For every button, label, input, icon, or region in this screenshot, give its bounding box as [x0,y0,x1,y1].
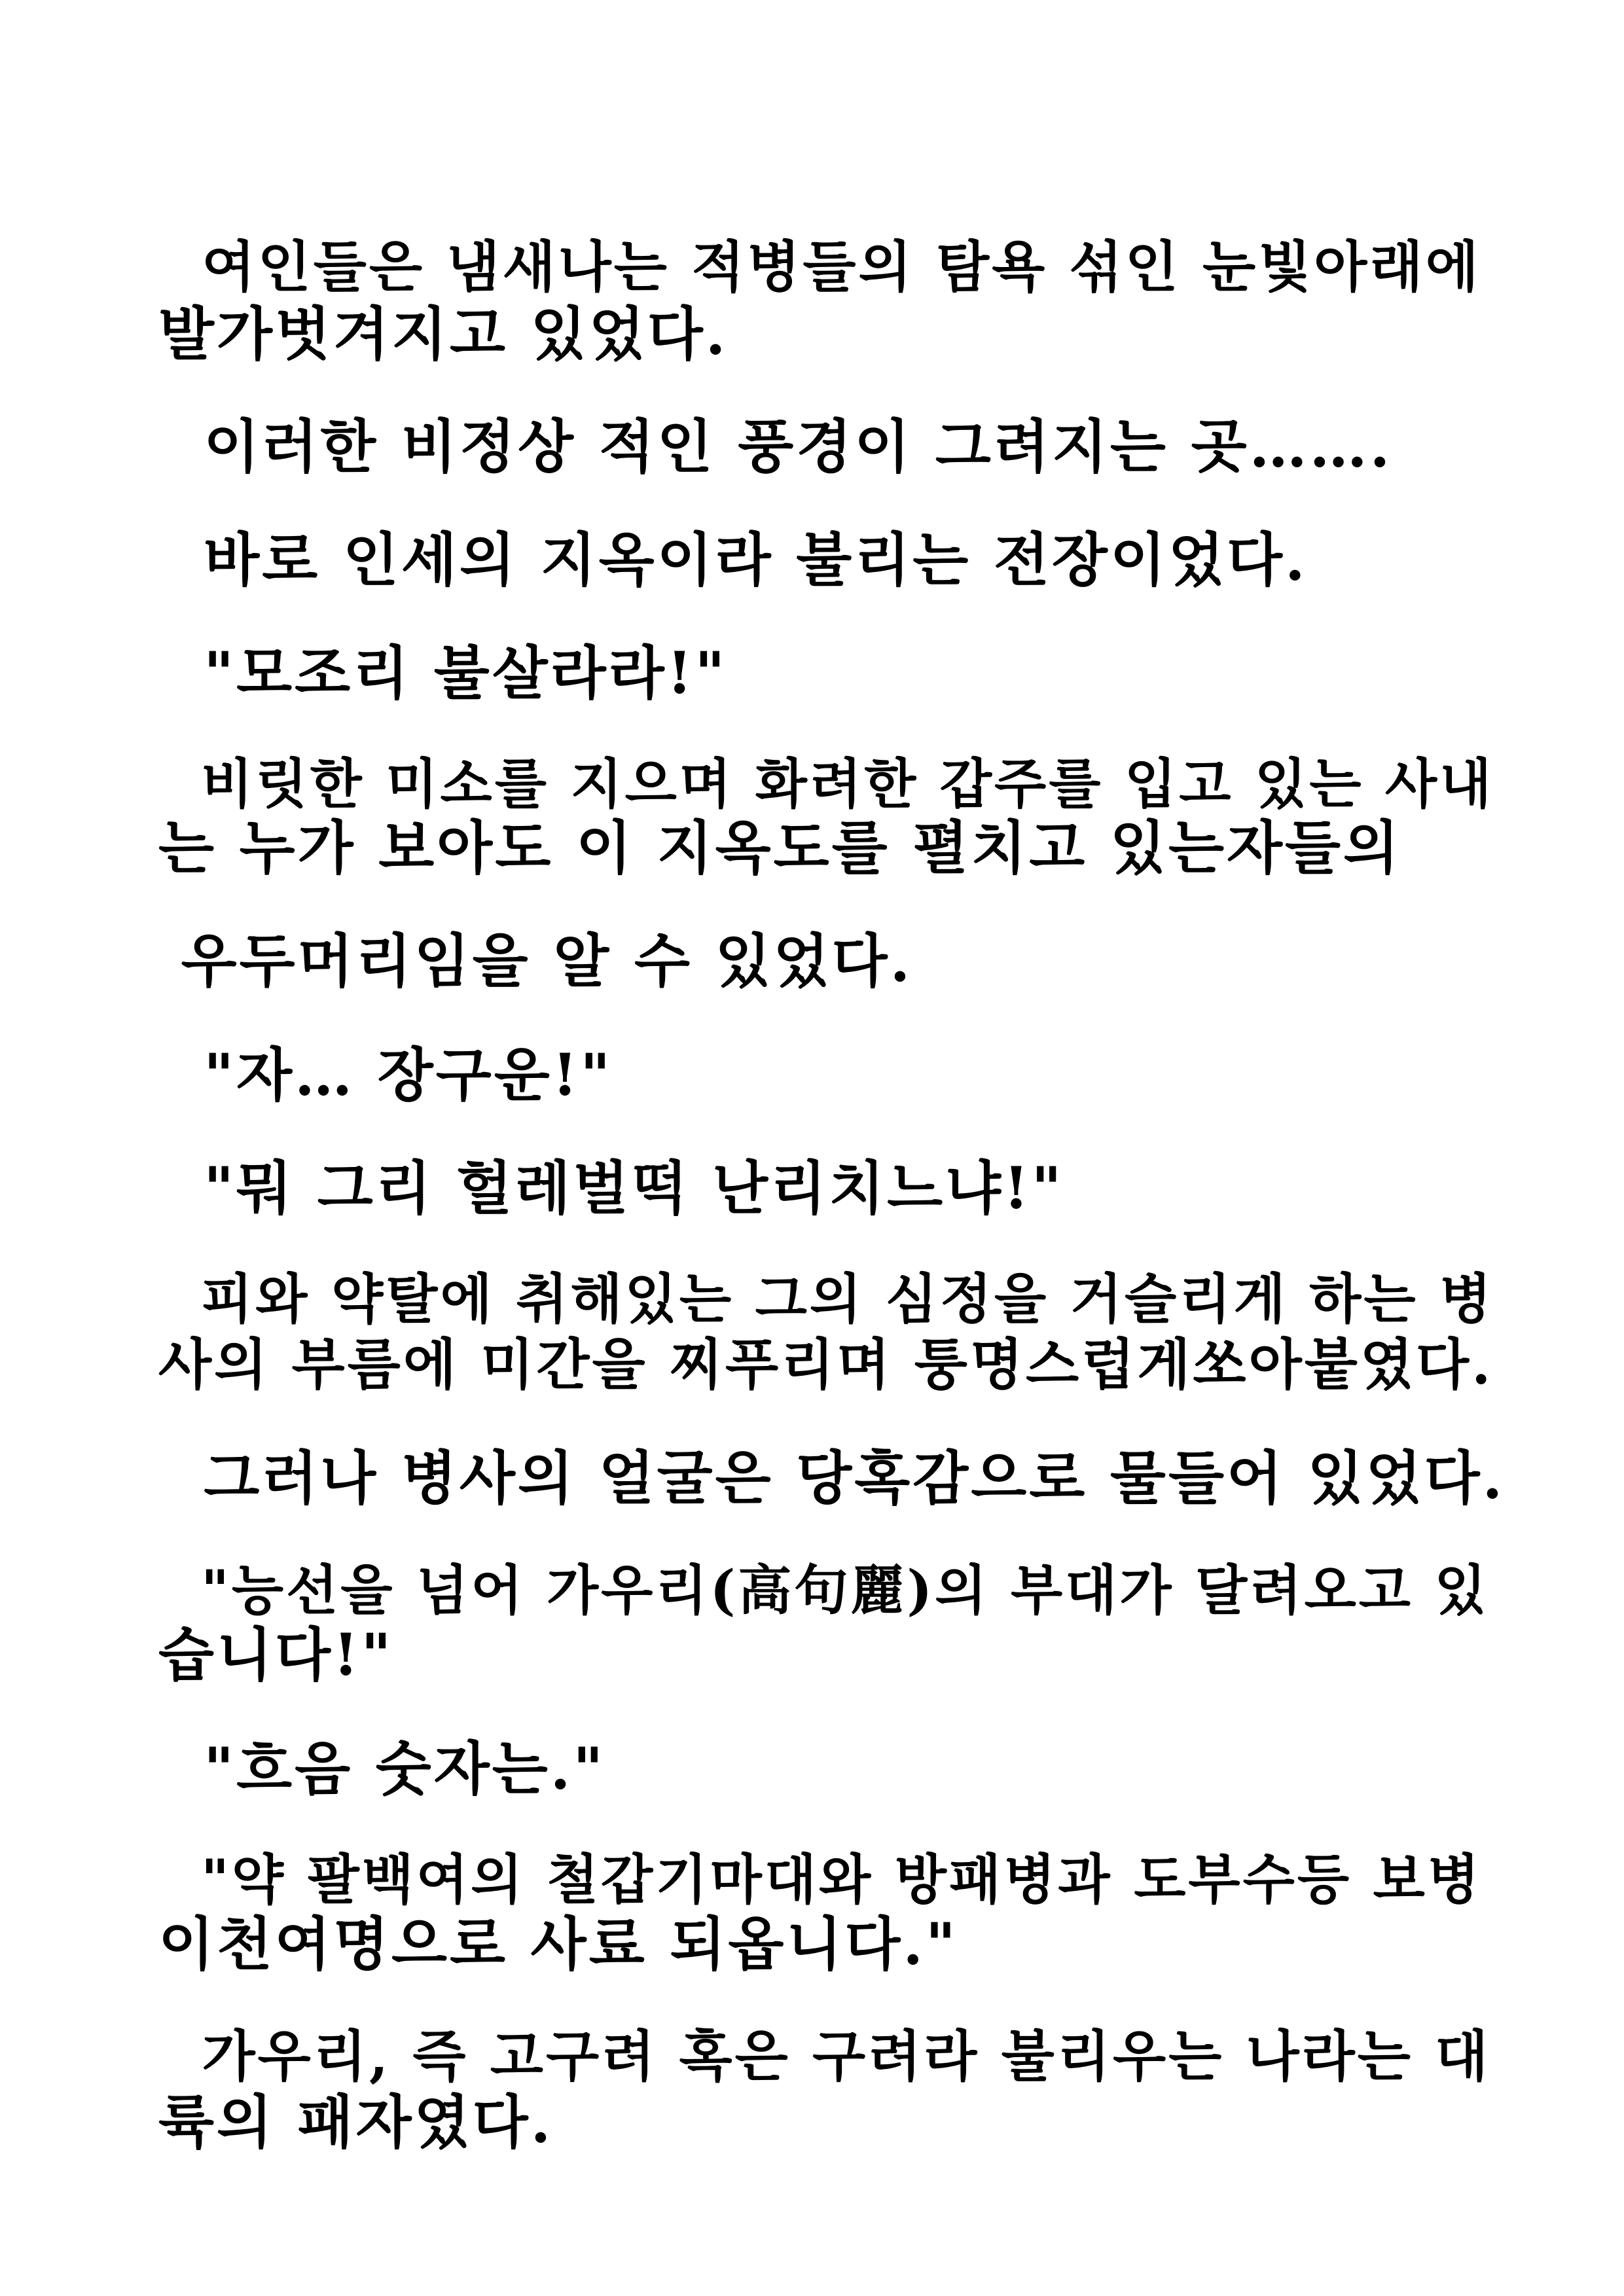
text-line: 가우리, 즉 고구려 혹은 구려라 불리우는 나라는 대 [158,2024,1491,2089]
text-line: "약 팔백여의 철갑기마대와 방패병과 도부수등 보병 [158,1848,1483,1911]
text-line: "능선을 넘어 가우리(高句麗)의 부대가 달려오고 있 [158,1559,1489,1622]
text-line: 피와 약탈에 취해있는 그의 심정을 거슬리게 하는 병 [158,1268,1494,1331]
text-line: 비릿한 미소를 지으며 화려한 갑주를 입고 있는 사내 [158,753,1494,816]
text-line: "모조리 불살라라!" [158,639,728,707]
text-line: 는 누가 보아도 이 지옥도를 펼치고 있는자들의 [158,814,1401,882]
text-line: 바로 인세의 지옥이라 불리는 전장이었다. [158,526,1308,594]
text-line: 여인들은 냄새나는 적병들의 탐욕 섞인 눈빛아래에 [158,234,1481,299]
text-line: 우두머리임을 알 수 있었다. [158,927,913,995]
text-line: 습니다!" [158,1621,394,1689]
text-line: "자… 장구운!" [158,1041,613,1109]
text-line: 그러나 병사의 얼굴은 당혹감으로 물들어 있었다. [158,1444,1506,1512]
text-line: 이천여명으로 사료 되옵니다." [158,1910,958,1978]
text-line: "뭐 그리 헐레벌떡 난리치느냐!" [158,1154,1064,1222]
text-line: 이러한 비정상 적인 풍경이 그려지는 곳……. [158,412,1393,480]
text-line: 사의 부름에 미간을 찌푸리며 퉁명스럽게쏘아붙였다. [158,1332,1494,1397]
text-line: 륙의 패자였다. [158,2088,554,2156]
text-line: "흐음 숫자는." [158,1734,606,1803]
text-line: 발가벗겨지고 있었다. [158,300,729,368]
